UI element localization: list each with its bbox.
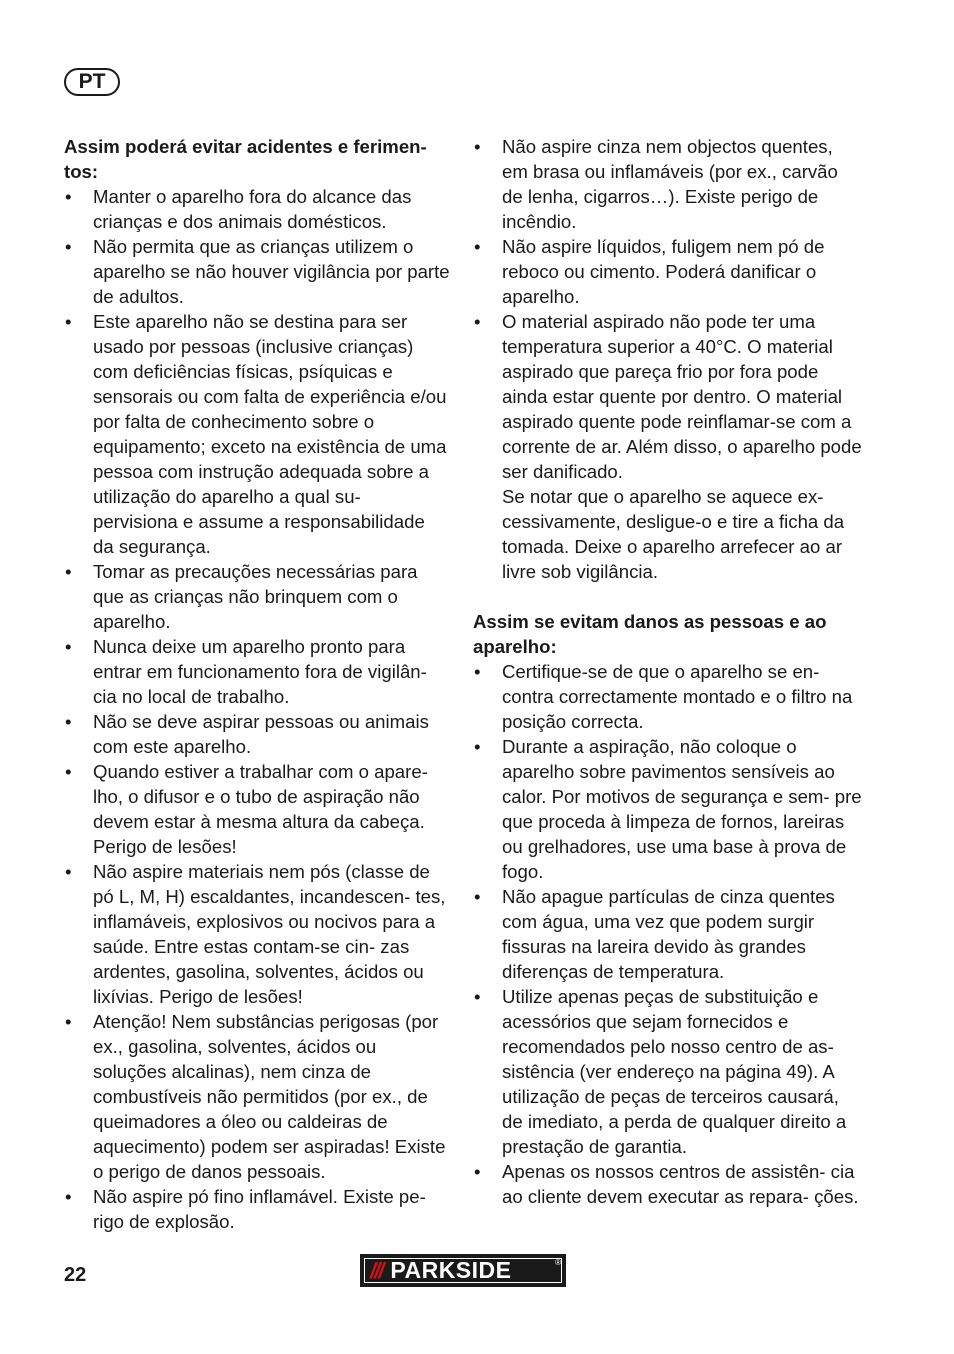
list-item: • Não aspire pó fino inflamável. Existe pe- rigo de explosão. [64,1184,450,1234]
list-item: • Tomar as precauções necessárias para que as crianças não brinquem com o aparelho. [64,559,450,634]
logo-slashes: /// [370,1257,383,1283]
language-badge: PT [64,68,120,96]
accident-prevention-list [64,184,450,1234]
list-item: • Nunca deixe um aparelho pronto para entrar em funcionamento fora de vigilân- cia no local de trabalho. [64,634,450,709]
list-item: • Não apague partículas de cinza quentes com água, uma vez que podem surgir fissuras na lareira devido às grandes diferenças de temperatura. [473,884,863,984]
section-heading-damage: Assim se evitam danos as pessoas e ao aparelho: [473,611,827,657]
parkside-logo [360,1254,566,1287]
list-item: • Não permita que as crianças utilizem o aparelho se não houver vigilância por parte de adultos. [64,234,450,309]
list-item: • Quando estiver a trabalhar com o apare- lho, o difusor e o tubo de aspiração não devem estar à mesma altura da cabeça. Perigo de lesões! [64,759,450,859]
left-column [64,134,450,1234]
list-item: • Não aspire líquidos, fuligem nem pó de reboco ou cimento. Poderá danificar o aparelho. [473,234,863,309]
logo-text: PARKSIDE [390,1257,512,1283]
list-item: • Apenas os nossos centros de assistên- cia ao cliente devem executar as repara- ções. [473,1159,863,1209]
list-item: • Não aspire cinza nem objectos quentes, em brasa ou inflamáveis (por ex., carvão de lenha, cigarros…). Existe perigo de incêndio. [473,134,863,234]
hazard-list [473,134,863,584]
list-item: • Certifique-se de que o aparelho se en- contra correctamente montado e o filtro na posição correcta. [473,659,863,734]
list-item: • Não se deve aspirar pessoas ou animais com este aparelho. [64,709,450,759]
list-item: • Não aspire materiais nem pós (classe de pó L, M, H) escaldantes, incandescen- tes, inflamáveis, explosivos ou nocivos para a saúde. Entre estas contam-se cin- zas ardentes, gasolina, solventes, ácidos ou lixívias. Perigo de lesões! [64,859,450,1009]
list-item: • Este aparelho não se destina para ser usado por pessoas (inclusive crianças) com deficiências físicas, psíquicas e sensorais ou com falta de experiência e/ou por falta de conhecimento sobre o equipamento; exceto na existência de uma pessoa com instrução adequada sobre a utilização do aparelho a qual su- pervisiona e assume a responsabilidade da segurança. [64,309,450,559]
list-item: • Utilize apenas peças de substituição e acessórios que sejam fornecidos e recomendados pelo nosso centro de as- sistência (ver endereço na página 49). A utilização de peças de terceiros causará, de imediato, a perda de qualquer direito a prestação de garantia. [473,984,863,1159]
damage-prevention-list [473,659,863,1209]
list-item: • Atenção! Nem substâncias perigosas (por ex., gasolina, solventes, ácidos ou soluções alcalinas), nem cinza de combustíveis não permitidos (por ex., de queimadores a óleo ou caldeiras de aquecimento) podem ser aspiradas! Existe o perigo de danos pessoais. [64,1009,450,1184]
section-heading-accidents: Assim poderá evitar acidentes e ferimen- tos: [64,136,427,182]
right-column [473,134,863,1209]
registered-mark: ® [555,1258,561,1267]
list-item: • Durante a aspiração, não coloque o aparelho sobre pavimentos sensíveis ao calor. Por motivos de segurança e sem- pre que proceda à limpeza de fornos, lareiras ou grelhadores, use uma base à prova de fogo. [473,734,863,884]
list-item: • Manter o aparelho fora do alcance das crianças e dos animais domésticos. [64,184,450,234]
temperature-warning: O material aspirado não pode ter uma temperatura superior a 40°C. O material aspirado que pareça frio por fora pode ainda estar quente por dentro. O material aspirado quente pode reinflamar-se com a corrente de ar. Além disso, o aparelho pode ser danificado. [502,311,862,482]
page-number: 22 [64,1264,87,1286]
overheat-note: Se notar que o aparelho se aquece ex- cessivamente, desligue-o e tire a ficha da tomada. Deixe o aparelho arrefecer ao ar livre sob vigilância. [502,486,845,582]
list-item-temperature [473,309,863,584]
